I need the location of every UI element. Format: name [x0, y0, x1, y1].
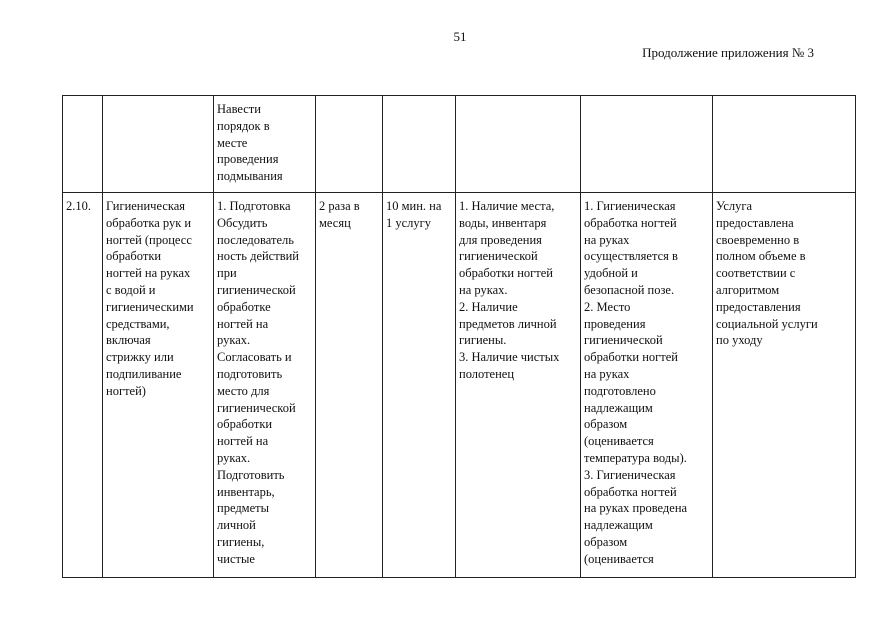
- cell-service-content: 1. Подготовка Обсудить последователь ность действий при гигиенической обработке ногтей на руках. Согласовать и подготовить место для гигиенической обработки ногтей на руках. Подготовить инвентарь, предметы личной гигиены, чистые: [214, 193, 316, 578]
- cell-duration: 10 мин. на 1 услугу: [383, 193, 456, 578]
- cell-conditions: [456, 96, 581, 193]
- cell-frequency: 2 раза в месяц: [316, 193, 383, 578]
- table-row: [63, 96, 856, 193]
- table-row: [63, 193, 856, 578]
- cell-number: 2.10.: [63, 193, 103, 578]
- cell-conditions: 1. Наличие места, воды, инвентаря для проведения гигиенической обработки ногтей на руках. 2. Наличие предметов личной гигиены. 3. Наличие чистых полотенец: [456, 193, 581, 578]
- appendix-continuation-header: Продолжение приложения № 3: [642, 45, 814, 60]
- services-table: [62, 95, 856, 578]
- cell-service-name: Гигиеническая обработка рук и ногтей (процесс обработки ногтей на руках с водой и гигиеническими средствами, включая стрижку или подпиливание ногтей): [103, 193, 214, 578]
- cell-quality-indicators: 1. Гигиеническая обработка ногтей на руках осуществляется в удобной и безопасной позе. 2. Место проведения гигиенической обработки ногтей на руках подготовлено надлежащим образом (оценивается температура воды). 3. Гигиеническая обработка ногтей на руках проведена надлежащим образом (оценивается: [581, 193, 713, 578]
- page-number: 51: [453, 29, 467, 44]
- cell-service-name: [103, 96, 214, 193]
- cell-result: [713, 96, 856, 193]
- cell-number: [63, 96, 103, 193]
- cell-duration: [383, 96, 456, 193]
- cell-quality-indicators: [581, 96, 713, 193]
- cell-result: Услуга предоставлена своевременно в полном объеме в соответствии с алгоритмом предоставления социальной услуги по уходу: [713, 193, 856, 578]
- cell-frequency: [316, 96, 383, 193]
- cell-service-content: Навести порядок в месте проведения подмывания: [214, 96, 316, 193]
